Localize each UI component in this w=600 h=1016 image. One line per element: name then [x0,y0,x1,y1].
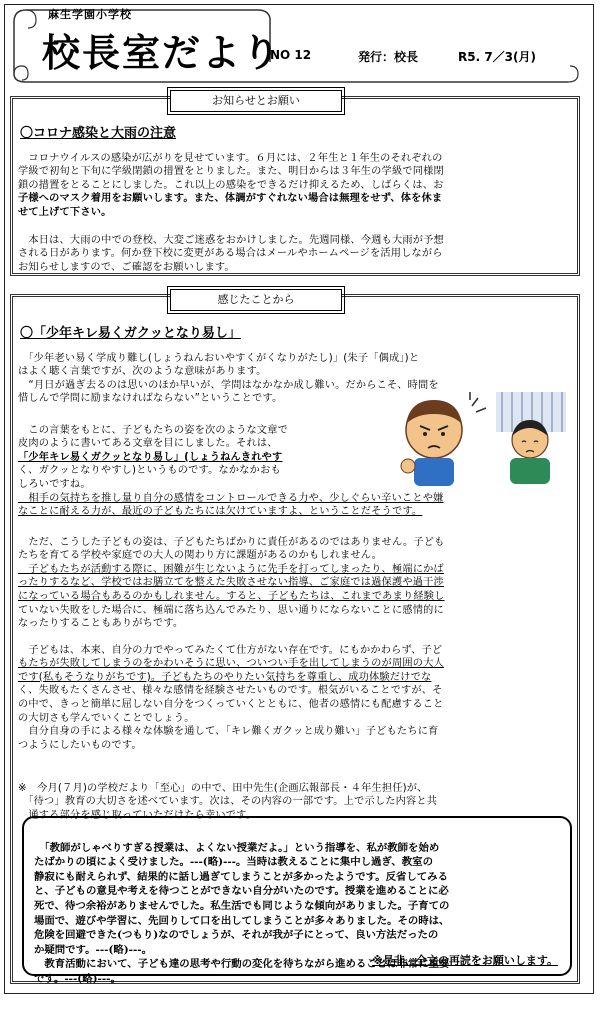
text-line: “月日が過ぎ去るのは思いのほか早いが、学問はなかなか成し難い。だからこそ、時間を [18,379,439,391]
illustration-angry-and-sad-children [392,388,572,488]
text-line: コロナウイルスの感染が広がりを見せています。６月には、２年生と１年生のそれぞれの [18,152,443,164]
text-line: です(私もそうなりがちです)。子どもたちのやりたい気持ちを尊重し、成功体験だけでな [18,671,432,683]
newsletter-header [8,4,583,82]
publisher: 発行：校長 [358,50,419,64]
quote-line: 教育活動において、子ども達の思考や行動の変化を待ちながら進めることは非常に重要 [34,958,450,971]
issue-number: NO 12 [270,48,312,62]
reread-request: ※是非、全文の再読をお願いします。 [372,954,558,967]
proverb-intro [18,338,439,420]
text-line: 子様へのマスク着用をお願いします。また、体調がすぐれない場合は無理をせず、体を休ま [18,193,443,205]
text-line: になっている場合もあるのかもしれません。すると、子どもたちは、これまであまり経験し [18,590,445,602]
text-line: この言葉をもとに、子どもたちの姿を次のような文章で [18,424,289,436]
quote-line: たばかりの頃によく受けました。---(略)---。当時は教えることに集中し過ぎ、教室の [34,856,433,869]
text-line: なったりすることもありがちです。 [18,618,184,630]
text-line: せて上げて下さい。 [18,206,112,218]
text-line: 子どもたちが活動する際に、困難が生じないように先手を打ってしまったり、極端にかば [18,563,444,575]
text-line: 「少年老い易く学成り難し(しょうねんおいやすくがくなりがたし)」(朱子「偶成」)と [18,352,420,364]
quote-line: 「教師がしゃべりすぎる授業は、よくない授業だよ。」という指導を、私が教師を始め [34,841,440,854]
covid-rain-heading-text: 〇コロナ感染と大雨の注意 [20,126,177,141]
text-line: 相手の気持ちを推し量り自分の感情をコントロールできる力や、少しぐらい辛いことや嫌 [18,492,444,504]
rain-paragraph [18,220,444,288]
quote-line: 場面で、遊びや学習に、先回りして口を出してしまうことが多々ありました。その時は、 [34,914,450,927]
text-line: ただ、こうした子どもの姿は、子どもたちばかりに責任があるのではありません。子ども [18,536,445,548]
text-line: 「少年キレ易くガクッとなり易し」(しょうねんきれやす [18,451,283,463]
reflection-section-label: 感じたことから [170,289,342,311]
text-line: たちを育てる学校や家庭での大人の関わり方に課題があるのかもしれません。 [18,550,383,562]
quote-line: 死で、待つ余裕がありませんでした。私生活でも同じような傾向がありました。子育ての [34,899,450,912]
issue-date: R5. 7／3(月) [458,50,536,64]
text-line: なことに耐える力が、最近の子どもたちには欠けていますよ、ということだそうです。 [18,506,423,518]
text-line: 鎖の措置をとることにしました。これ以上の感染をできるだけ抑えるため、しばらくは、お [18,179,444,191]
proverb-heading-text: 〇「少年キレ易くガクッとなり易し」 [20,326,241,341]
angry-boy-illustration [401,392,486,486]
text-line: 「待つ」教育の大切さを述べています。次は、その内容の一部です。上で示した内容と共 [18,796,438,808]
text-line: の大切さも学んでいくことでしょう。 [18,712,195,724]
text-line: はよく聴く言葉ですが、次のような意味があります。 [18,366,267,378]
notice-section-label: お知らせとお願い [170,90,342,112]
text-line: く、ガクッとなりやすし)というものです。なかなかおも [18,465,281,477]
adult-involvement-paragraph [18,522,445,644]
teacher-quote-text [34,826,449,1016]
text-line: される日があります。何か登下校に変更がある場合はメールやホームページを活用しながら [18,248,443,260]
text-line: 自分自身の手による様々な体験を通して、「キレ難くガクッと成り難い」子どもたちに育 [18,726,439,738]
text-line: つようにしたいものです。 [18,739,142,751]
quote-line: 危険を回避できた(つもり)なのでしょうが、それが我が子にとって、良い方法だったの [34,929,439,942]
text-line: 学級で初旬と下旬に学級閉鎖の措置をとりました。また、明日からは３年生の学級で同様閉 [18,166,444,178]
quote-line: 静寂にも耐えられず、結果的に話し過ぎてしまうことが多かったようです。反省してみる [34,870,448,883]
quote-line: と、子どもの意見や考えを待つことができない自分がいたのです。授業を進めることに必 [34,885,449,898]
text-line: く、失敗もたくさんさせ、様々な感情を経験させたいものです。根気がいることですが、そ [18,685,443,697]
text-line: ったりするなど、学校ではお膳立てを整えた失敗させない指導、ご家庭では過保護や過干渉 [18,577,444,589]
sad-child-illustration [496,392,566,484]
text-line: 通する部分を感じ取っていただけたら幸いです。 [18,809,257,821]
text-line: ていない失敗をした場合に、極端に落ち込んでみたり、思い通りにならないことに感情的に [18,604,444,616]
text-line: 皮肉のように書いてある文章を目にしました。それは、 [18,438,278,450]
text-line: お知らせしますので、ご確認をお願いします。 [18,261,235,273]
text-line: 子どもは、本来、自分の力でやってみたくて仕方がない存在です。にもかかわらず、子ど [18,644,443,656]
quote-line: か疑問です。---(略)---。 [34,943,152,956]
text-line: 本日は、大雨の中での登校、大変ご迷惑をおかけしました。先週同様、今週も大雨が予想 [18,234,444,246]
newsletter-title: 校長室だより [42,30,283,75]
text-line: の中で、きっと簡単に屈しない自分をつくっていくとともに、他者の感情にも配慮すること [18,698,444,710]
quote-line: です。---(略)---。 [34,972,121,985]
teacher-quote-box [22,816,572,985]
children-potential-paragraph [18,630,444,766]
covid-paragraph [18,138,444,233]
school-name: 麻生学園小学校 [48,8,132,21]
text-line: ※ 今月(７月)の学校だより「至心」の中で、田中先生(企画広報部長・４年生担任)が、 [18,782,428,794]
text-line: 惜しんで学問に励まなければならない”ということです。 [18,393,283,405]
text-line: しろいですね。 [18,478,91,490]
text-line: もたちが失敗してしまうのをかわいそうに思い、ついつい手を出してしまうのが周囲の大人 [18,658,444,670]
